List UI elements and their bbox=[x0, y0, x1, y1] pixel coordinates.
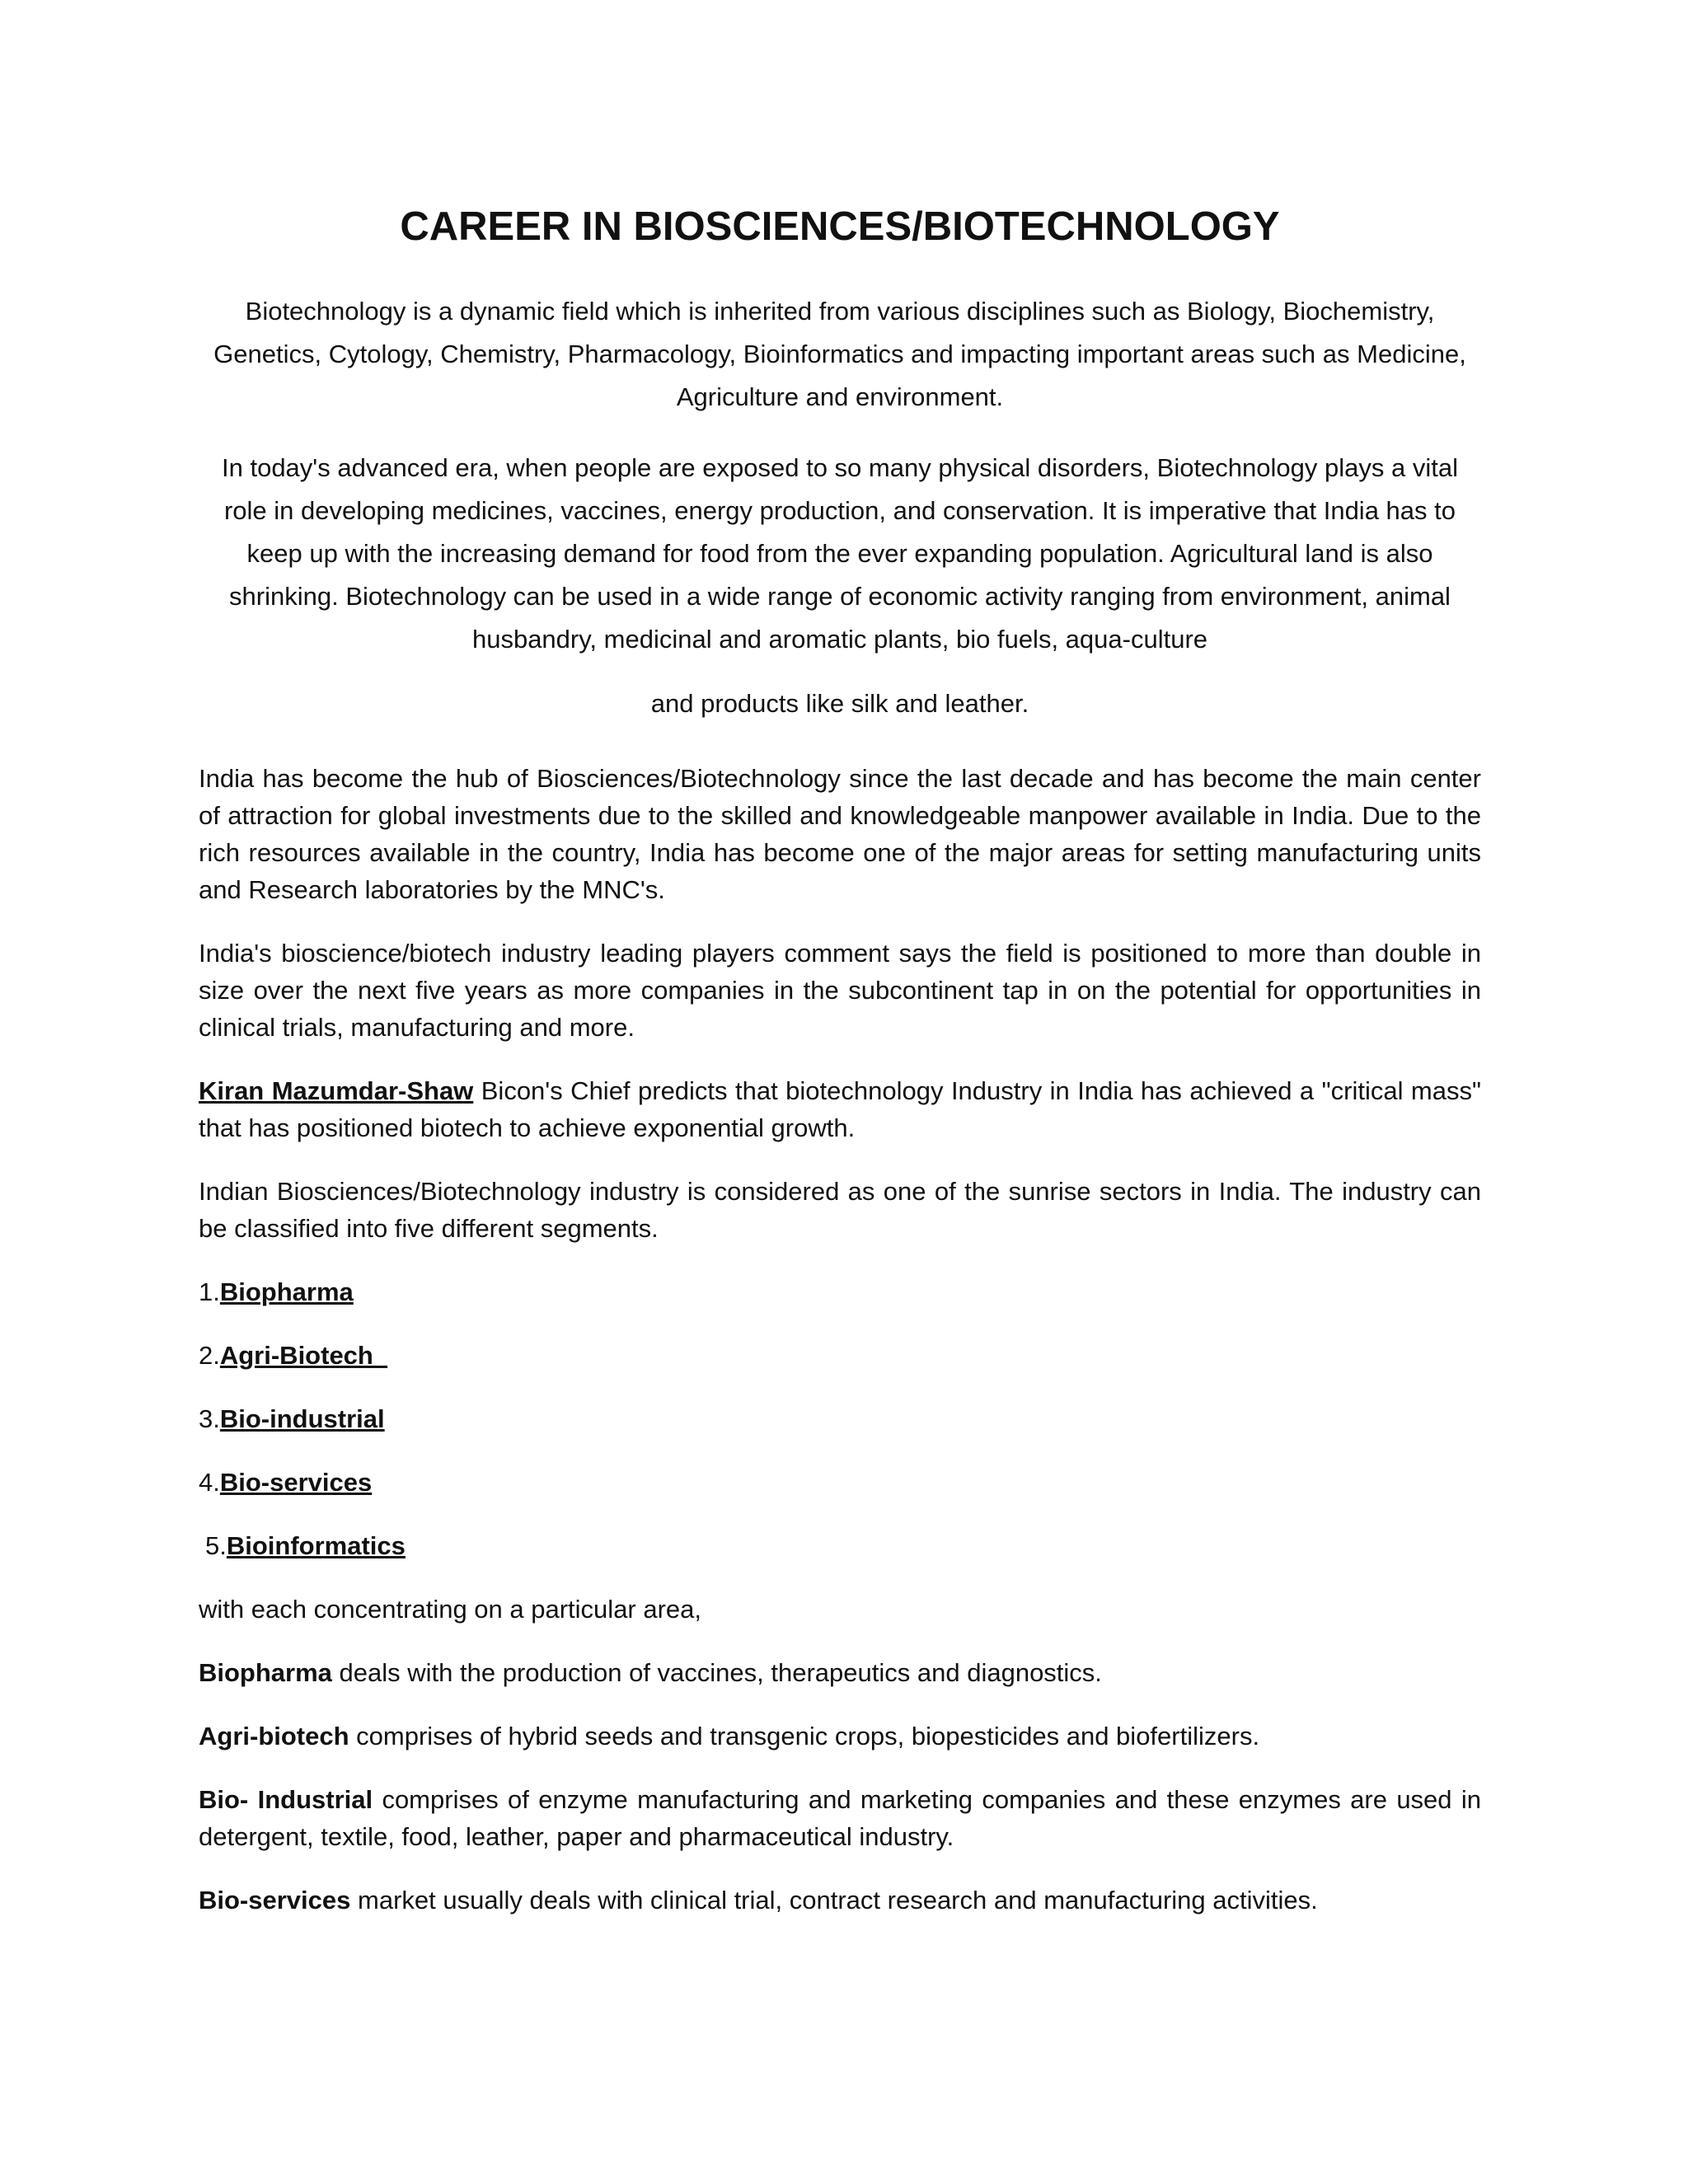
description-text: deals with the production of vaccines, therapeutics and diagnostics. bbox=[331, 1658, 1102, 1687]
description-text: market usually deals with clinical trial, contract research and manufacturing activities. bbox=[350, 1886, 1318, 1915]
intro-paragraph-2: In today's advanced era, when people are exposed to so many physical disorders, Biotechnology plays a vital role in developing medicines, vaccines, energy production, and conservation. It is imperative that India has to keep up with the increasing demand for food from the ever expanding population. Agricultural land is also shrinking. Biotechnology can be used in a wide range of economic activity ranging from environment, animal husbandry, medicinal and aromatic plants, bio fuels, aqua-culture bbox=[222, 453, 1458, 654]
segment-link-bio-services[interactable]: Bio-services bbox=[219, 1468, 373, 1497]
segment-number: 5. bbox=[205, 1531, 227, 1560]
description-term: Bio- Industrial bbox=[199, 1785, 373, 1814]
kiran-text: Bicon's Chief predicts that biotechnology Industry in India has achieved a "critical mass" that has positioned biotech to achieve exponential growth. bbox=[199, 1076, 1481, 1142]
intro-paragraph-3: and products like silk and leather. bbox=[650, 689, 1029, 718]
paragraph-hub: India has become the hub of Biosciences/Biotechnology since the last decade and has become the main center of attraction for global investments due to the skilled and knowledgeable manpower available in India. Due to the rich resources available in the country, India has become one of the major areas for setting manufacturing units and Research laboratories by the MNC's. bbox=[199, 764, 1481, 904]
description-biopharma bbox=[199, 1654, 1481, 1691]
description-term: Agri-biotech bbox=[199, 1722, 349, 1750]
segment-item bbox=[199, 1400, 1481, 1437]
description-agri-biotech bbox=[199, 1718, 1481, 1755]
paragraph-sunrise: Indian Biosciences/Biotechnology industry is considered as one of the sunrise sectors in India. The industry can be classified into five different segments. bbox=[199, 1177, 1481, 1243]
segment-link-biopharma[interactable]: Biopharma bbox=[219, 1277, 354, 1306]
paragraph-each: with each concentrating on a particular area, bbox=[199, 1595, 702, 1624]
description-term: Biopharma bbox=[199, 1658, 332, 1687]
segment-link-agri-biotech[interactable]: Agri-Biotech bbox=[219, 1341, 388, 1370]
segment-item bbox=[199, 1273, 1481, 1310]
segment-number: 2. bbox=[199, 1341, 220, 1370]
segment-link-bio-industrial[interactable]: Bio-industrial bbox=[219, 1404, 385, 1433]
description-bio-services bbox=[199, 1882, 1481, 1919]
segment-number: 3. bbox=[199, 1404, 220, 1433]
paragraph-kiran bbox=[199, 1072, 1481, 1146]
segment-number: 4. bbox=[199, 1468, 220, 1497]
segment-number: 1. bbox=[199, 1277, 220, 1306]
segment-item bbox=[199, 1527, 1481, 1564]
description-term: Bio-services bbox=[199, 1886, 351, 1915]
segment-link-bioinformatics[interactable]: Bioinformatics bbox=[226, 1531, 406, 1560]
segment-item bbox=[199, 1337, 1481, 1374]
segment-item bbox=[199, 1464, 1481, 1501]
intro-paragraph-1: Biotechnology is a dynamic field which is inherited from various disciplines such as Biology, Biochemistry, Genetics, Cytology, Chemistry, Pharmacology, Bioinformatics and impacting important areas such as Medicine, Agriculture and environment. bbox=[213, 297, 1466, 411]
description-text: comprises of enzyme manufacturing and marketing companies and these enzymes are used in detergent, textile, food, leather, paper and pharmaceutical industry. bbox=[199, 1785, 1481, 1851]
paragraph-industry: India's bioscience/biotech industry leading players comment says the field is positioned to more than double in size over the next five years as more companies in the subcontinent tap in on the potential for opportunities in clinical trials, manufacturing and more. bbox=[199, 939, 1481, 1042]
body-content bbox=[199, 760, 1481, 1945]
description-bio-industrial bbox=[199, 1781, 1481, 1855]
page-title: CAREER IN BIOSCIENCES/BIOTECHNOLOGY bbox=[400, 204, 1280, 249]
document-page bbox=[199, 198, 1481, 1915]
description-text: comprises of hybrid seeds and transgenic crops, biopesticides and biofertilizers. bbox=[349, 1722, 1260, 1750]
kiran-link[interactable]: Kiran Mazumdar-Shaw bbox=[199, 1076, 474, 1105]
